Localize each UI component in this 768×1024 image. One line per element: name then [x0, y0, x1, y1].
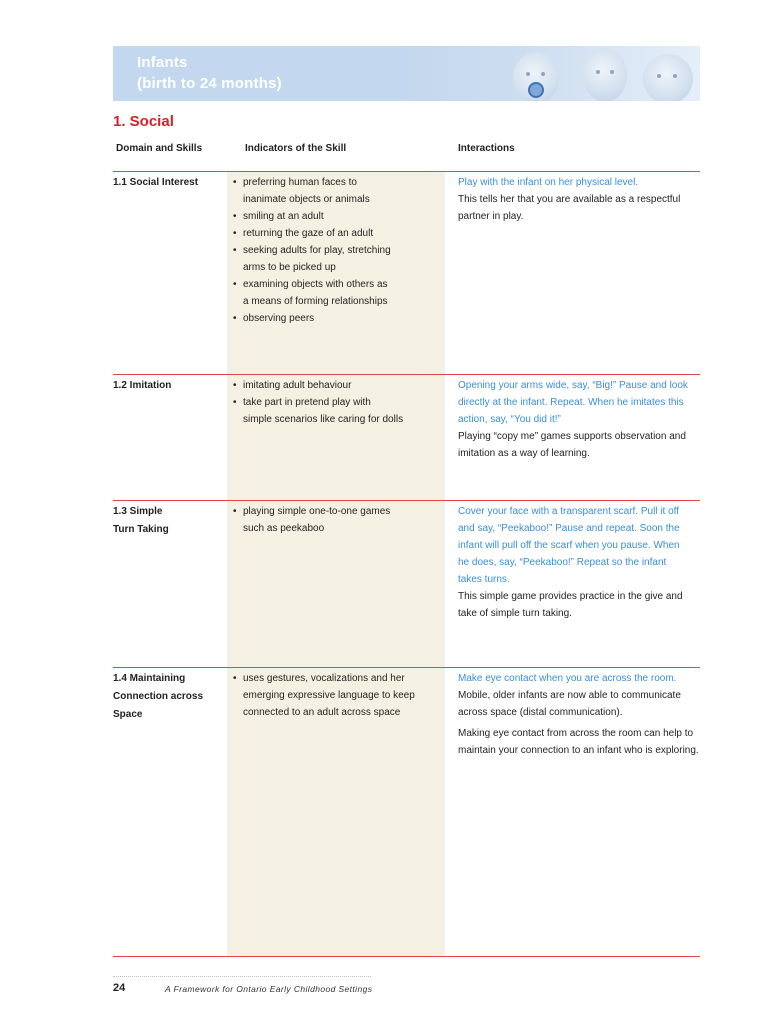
footer-divider: [113, 976, 371, 977]
baby-photo-2: [583, 48, 627, 101]
interaction-explanation: [458, 725, 702, 759]
indicator-line: a means of forming relationships: [243, 296, 388, 307]
indicator-line: • imitating adult behaviour: [243, 380, 352, 391]
interaction-prompt-line: he does, say, “Peekaboo!” Repeat so the infant: [458, 557, 667, 568]
indicator-item: [232, 503, 432, 537]
indicator-line: such as peekaboo: [243, 523, 325, 534]
skill-name: [113, 377, 223, 395]
row-divider: [113, 374, 700, 375]
indicator-line: • take part in pretend play with: [243, 397, 371, 408]
indicator-list: [232, 670, 432, 721]
row-divider: [113, 956, 700, 957]
column-header-domain: Domain and Skills: [116, 143, 203, 154]
skill-name-line: 1.4 Maintaining: [113, 673, 186, 684]
interaction-explanation-line: imitation as a way of learning.: [458, 448, 590, 459]
indicator-item: [232, 310, 432, 327]
indicator-item: [232, 394, 432, 428]
indicator-item: [232, 242, 432, 276]
interaction-explanation-line: This simple game provides practice in the give and: [458, 591, 683, 602]
footer-title: A Framework for Ontario Early Childhood Settings: [165, 984, 373, 994]
interaction-explanation-line: across space (distal communication).: [458, 707, 623, 718]
skill-name: [113, 670, 223, 724]
interaction-explanation-line: partner in play.: [458, 211, 524, 222]
row-divider: [113, 667, 700, 668]
interaction-explanation: [458, 191, 702, 225]
section-title: 1. Social: [113, 113, 174, 130]
indicator-line: • playing simple one-to-one games: [243, 506, 391, 517]
interaction-explanation-line: maintain your connection to an infant who is exploring.: [458, 745, 699, 756]
interaction-prompt: [458, 174, 702, 191]
skill-name-line: 1.2 Imitation: [113, 380, 172, 391]
banner-title-line1: Infants: [137, 54, 188, 71]
row-divider: [113, 500, 700, 501]
interaction-prompt-line: Opening your arms wide, say, “Big!” Pause and look: [458, 380, 688, 391]
skill-name-line: Turn Taking: [113, 524, 169, 535]
interaction-explanation-line: Making eye contact from across the room can help to: [458, 728, 694, 739]
interaction-prompt-line: and say, “Peekaboo!” Pause and repeat. Soon the: [458, 523, 680, 534]
page-number: 24: [113, 982, 126, 994]
interaction-explanation-line: take of simple turn taking.: [458, 608, 572, 619]
baby-photo-1: [513, 52, 559, 101]
interaction-prompt-line: Play with the infant on her physical level.: [458, 177, 639, 188]
interaction-prompt-line: directly at the infant. Repeat. When he imitates this: [458, 397, 684, 408]
indicator-item: [232, 670, 432, 721]
indicator-line: • seeking adults for play, stretching: [243, 245, 391, 256]
indicator-line: • uses gestures, vocalizations and her: [243, 673, 405, 684]
interaction-cell: [458, 670, 702, 759]
skill-name: [113, 503, 223, 539]
skill-name-line: Connection across: [113, 691, 204, 702]
banner-title: [137, 52, 282, 94]
interaction-prompt: [458, 670, 702, 687]
interaction-explanation-line: This tells her that you are available as a respectful: [458, 194, 681, 205]
interaction-explanation: [458, 428, 702, 462]
pacifier-icon: [528, 82, 544, 98]
interaction-prompt-line: Make eye contact when you are across the room.: [458, 673, 677, 684]
indicator-list: [232, 503, 432, 537]
column-header-indicators: Indicators of the Skill: [245, 143, 347, 154]
indicator-line: • smiling at an adult: [243, 211, 324, 222]
indicator-line: • returning the gaze of an adult: [243, 228, 374, 239]
indicator-line: • observing peers: [243, 313, 315, 324]
interaction-prompt-line: Cover your face with a transparent scarf. Pull it off: [458, 506, 680, 517]
interaction-prompt-line: takes turns.: [458, 574, 510, 585]
indicator-item: [232, 174, 432, 208]
interaction-explanation-line: Mobile, older infants are now able to communicate: [458, 690, 681, 701]
indicator-line: emerging expressive language to keep: [243, 690, 415, 701]
interaction-explanation-line: Playing “copy me” games supports observation and: [458, 431, 686, 442]
interaction-prompt-line: action, say, “You did it!”: [458, 414, 561, 425]
indicator-line: • examining objects with others as: [243, 279, 388, 290]
interaction-cell: [458, 503, 702, 622]
indicator-list: [232, 174, 432, 327]
interaction-explanation: [458, 687, 702, 721]
interaction-cell: [458, 377, 702, 462]
indicator-line: connected to an adult across space: [243, 707, 401, 718]
interaction-prompt: [458, 503, 702, 588]
interaction-prompt-line: infant will pull off the scarf when you pause. When: [458, 540, 680, 551]
skill-name-line: Space: [113, 709, 143, 720]
indicator-item: [232, 208, 432, 225]
indicator-list: [232, 377, 432, 428]
baby-photo-3: [643, 54, 693, 101]
indicator-line: arms to be picked up: [243, 262, 336, 273]
skill-name-line: 1.3 Simple: [113, 506, 163, 517]
header-banner: [113, 46, 700, 101]
banner-title-line2: (birth to 24 months): [137, 75, 282, 92]
interaction-explanation: [458, 588, 702, 622]
indicator-line: inanimate objects or animals: [243, 194, 370, 205]
interaction-prompt: [458, 377, 702, 428]
indicator-line: simple scenarios like caring for dolls: [243, 414, 404, 425]
interaction-cell: [458, 174, 702, 225]
skill-name-line: 1.1 Social Interest: [113, 177, 199, 188]
skill-name: [113, 174, 223, 192]
indicator-item: [232, 225, 432, 242]
indicator-item: [232, 276, 432, 310]
column-header-interactions: Interactions: [458, 143, 515, 154]
indicator-item: [232, 377, 432, 394]
indicator-line: • preferring human faces to: [243, 177, 357, 188]
row-divider: [113, 171, 700, 172]
